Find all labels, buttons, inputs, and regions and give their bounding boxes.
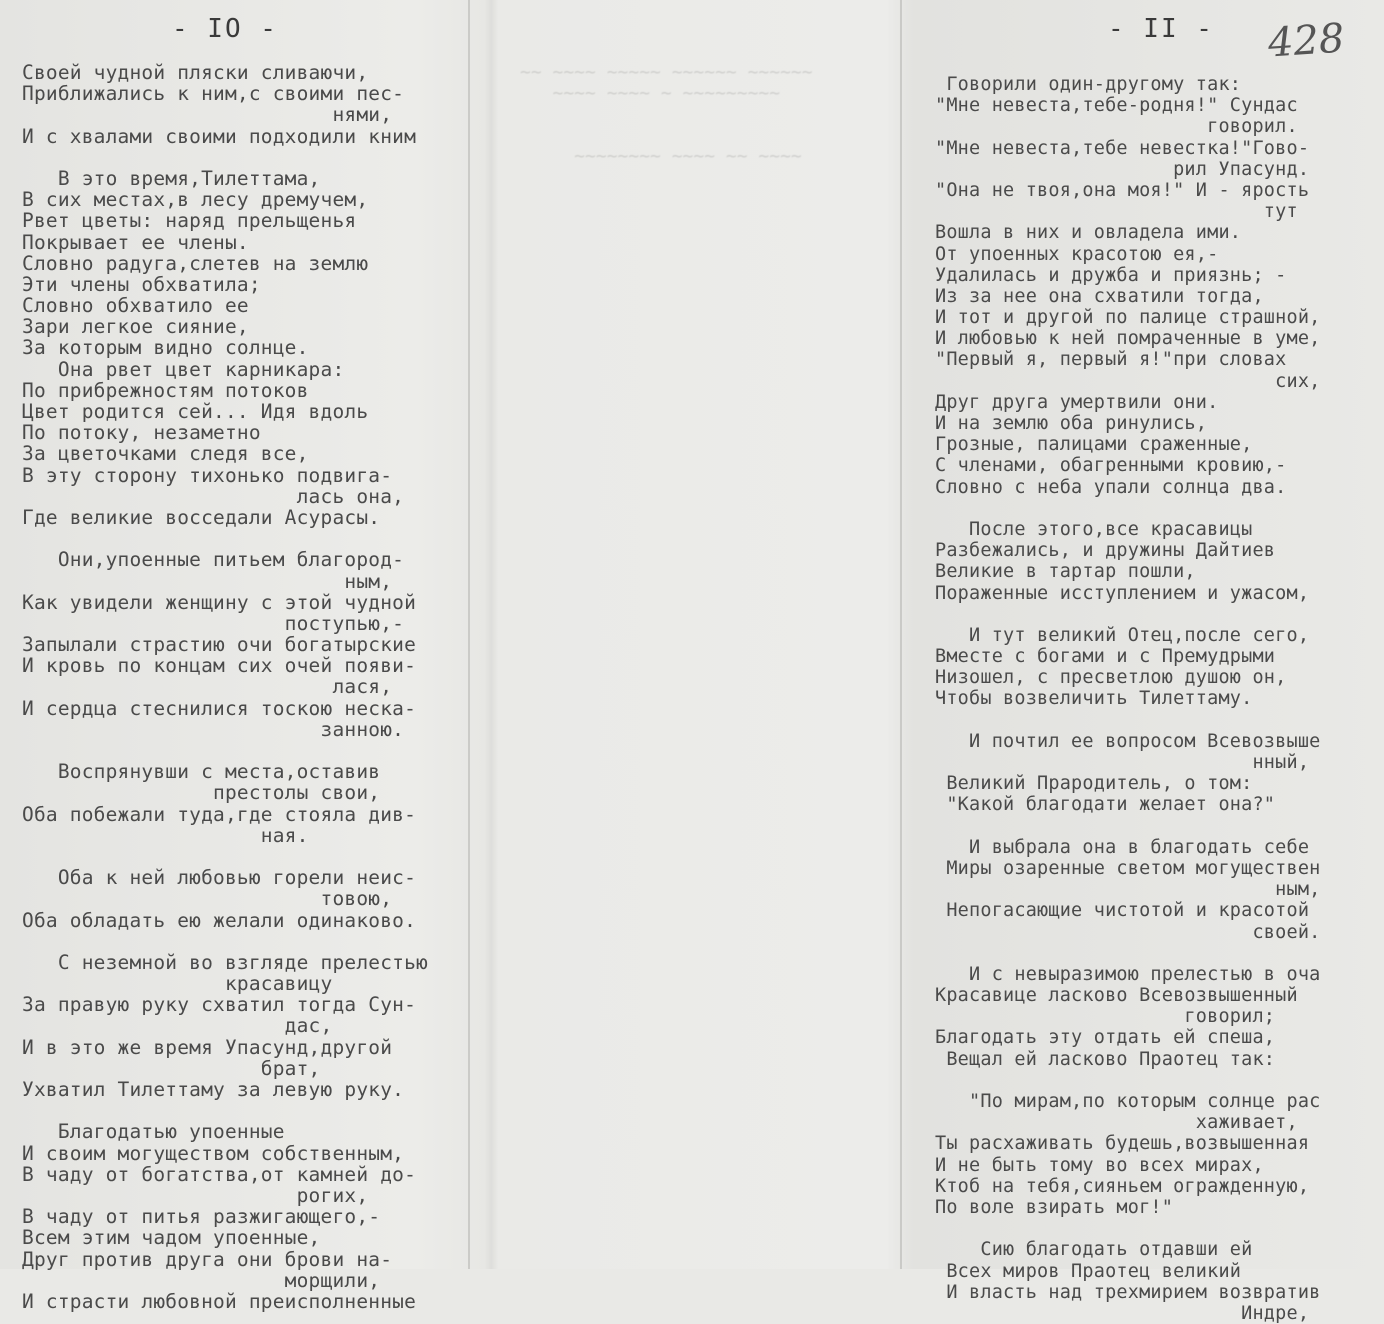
text-line: ным,	[935, 879, 1321, 901]
text-line: В чаду от питья разжигающего,-	[22, 1205, 381, 1229]
text-line: Всех миров Праотец великий	[935, 1260, 1242, 1282]
text-line: После этого,все красавицы	[935, 518, 1253, 540]
text-line: Словно обхватило ее	[22, 294, 249, 318]
text-line: "Она не твоя,она моя!" И - ярость	[935, 179, 1310, 201]
text-line: брат,	[22, 1056, 321, 1080]
text-line: рил Упасунд.	[935, 158, 1310, 180]
text-line: Благодать эту отдать ей спеша,	[935, 1027, 1276, 1049]
text-line: Вещал ей ласково Праотец так:	[935, 1048, 1276, 1070]
text-line: рогих,	[22, 1183, 369, 1207]
text-line: хаживает,	[935, 1112, 1298, 1134]
text-line	[935, 943, 1321, 964]
text-line: Вместе с богами и с Премудрыми	[935, 646, 1276, 668]
text-line: Ухватил Тилеттаму за левую руку.	[22, 1078, 405, 1101]
text-line: От упоенных красотою ея,-	[935, 243, 1219, 265]
text-line: Рвет цветы: наряд прельщенья	[22, 209, 357, 233]
text-line: И тут великий Отец,после сего,	[935, 624, 1310, 646]
text-line	[935, 604, 1321, 625]
text-line: И тот и другой по палице страшной,	[935, 307, 1321, 329]
right-page-number: - II -	[1108, 14, 1214, 44]
text-line: И в это же время Упасунд,другой	[22, 1035, 393, 1059]
text-line: Ты расхаживать будешь,возвышенная	[935, 1133, 1310, 1155]
text-line: морщили,	[22, 1268, 381, 1292]
text-line	[935, 816, 1321, 837]
text-line: Оба обладать ею желали одинаково.	[22, 908, 417, 932]
text-line: лася,	[22, 675, 393, 699]
text-line: Всем этим чадом упоенные,	[22, 1226, 321, 1250]
text-line: Непогасающие чистотой и красотой	[935, 900, 1310, 922]
text-line: Зари легкое сияние,	[22, 315, 249, 339]
text-line	[22, 147, 428, 168]
text-line: И на землю оба ринулись,	[935, 413, 1208, 434]
text-line	[935, 710, 1321, 731]
text-line: Сию благодать отдавши ей	[935, 1239, 1253, 1261]
text-line: "Первый я, первый я!"при словах	[935, 349, 1287, 371]
text-line: Красавице ласково Всевозвышенный	[935, 985, 1298, 1007]
text-line: Друг против друга они брови на-	[22, 1247, 393, 1271]
text-line: Словно с неба упали солнца два.	[935, 476, 1287, 498]
text-line: И своим могуществом собственным,	[22, 1141, 405, 1165]
text-line: По воле взирать мог!"	[935, 1196, 1174, 1218]
text-line: В это время,Тилеттама,	[22, 166, 321, 190]
text-line: красавицу	[22, 972, 333, 996]
text-line: Оба к ней любовью горели неис-	[22, 866, 417, 890]
text-line: Благодатью упоенные	[22, 1120, 285, 1144]
text-line: И сердца стеснилися тоскою неска-	[22, 696, 417, 720]
text-line: Миры озаренные светом могуществен	[935, 857, 1321, 879]
text-line: занною.	[22, 717, 405, 741]
text-line: Словно радуга,слетев на землю	[22, 251, 369, 275]
text-line: Низошел, с пресветлою душою он,	[935, 667, 1287, 689]
text-line: И власть над трехмирием возвратив	[935, 1281, 1321, 1303]
text-line: Воспрянувши с места,оставив	[22, 760, 381, 784]
text-line: В чаду от богатства,от камней до-	[22, 1162, 417, 1186]
text-line: Как увидели женщину с этой чудной	[22, 590, 417, 614]
text-line: "Мне невеста,тебе-родня!" Сундас	[935, 95, 1298, 117]
text-line	[22, 740, 428, 761]
text-line: тут	[935, 201, 1298, 223]
text-line	[935, 1218, 1321, 1239]
text-line: Пораженные исступлением и ужасом,	[935, 582, 1310, 604]
text-line: Ктоб на тебя,сияньем огражденную,	[935, 1175, 1310, 1197]
text-line: "Какой благодати желает она?"	[935, 794, 1276, 816]
archive-folio-mark: 428	[1266, 15, 1346, 67]
right-page-text	[935, 74, 1321, 1324]
text-line: Удалилась и дружба и приязнь; -	[935, 264, 1287, 286]
text-line: И страсти любовной преисполненные	[22, 1289, 417, 1313]
text-line: Оба побежали туда,где стояла див-	[22, 802, 417, 826]
text-line: поступью,-	[22, 611, 405, 635]
text-line: В эту сторону тихонько подвига-	[22, 463, 393, 487]
text-line: И выбрала она в благодать себе	[935, 836, 1310, 858]
text-line: Из за нее она схватили тогда,	[935, 285, 1264, 307]
text-line: Они,упоенные питьем благород-	[22, 548, 405, 572]
text-line: дас,	[22, 1014, 333, 1038]
text-line: Приближались к ним,с своими пес-	[22, 82, 405, 106]
text-line: Она рвет цвет карникара:	[22, 357, 345, 381]
text-line: Разбежались, и дружины Дайтиев	[935, 540, 1276, 562]
text-line: И почтил ее вопросом Всевозвыше	[935, 730, 1321, 752]
text-line: И кровь по концам сих очей появи-	[22, 654, 417, 678]
text-line: Цвет родится сей... Идя вдоль	[22, 400, 369, 423]
text-line: В сих местах,в лесу дремучем,	[22, 188, 369, 212]
text-line: Великий Прародитель, о том:	[935, 773, 1253, 795]
text-line	[22, 846, 428, 867]
text-line: За которым видно солнце.	[22, 336, 309, 360]
text-line: нями,	[22, 103, 393, 127]
text-line: ная.	[22, 823, 309, 847]
page-fold-right	[900, 0, 902, 1269]
text-line: сих,	[935, 370, 1321, 392]
text-line: За цветочками следя все,	[22, 442, 309, 466]
text-line: И с хвалами своими подходили кним	[22, 124, 417, 148]
text-line: Эти члены обхватила;	[22, 272, 261, 296]
text-line: товою,	[22, 887, 393, 911]
text-line: По прибрежностям потоков	[22, 378, 309, 402]
text-line: "По мирам,по которым солнце рас	[935, 1091, 1321, 1112]
text-line: престолы свои,	[22, 781, 381, 805]
text-line	[935, 1070, 1321, 1091]
text-line: И не быть тому во всех мирах,	[935, 1154, 1264, 1176]
text-line: Грозные, палицами сраженные,	[935, 434, 1253, 456]
text-line: По потоку, незаметно	[22, 421, 261, 445]
text-line: лась она,	[22, 484, 405, 508]
text-line: "Мне невеста,тебе невестка!"Гово-	[935, 137, 1310, 159]
text-line	[22, 1100, 428, 1121]
text-line: Запылали страстию очи богатырские	[22, 633, 417, 657]
text-line: За правую руку схватил тогда Сун-	[22, 993, 417, 1017]
text-line: Покрывает ее члены.	[22, 230, 249, 254]
text-line: С членами, обагренными кровию,-	[935, 455, 1287, 477]
text-line: И с невыразимою прелестью в оча	[935, 963, 1321, 985]
text-line: Индре,	[935, 1302, 1310, 1324]
text-line: своей.	[935, 921, 1321, 943]
text-line: Где великие восседали Асурасы.	[22, 505, 381, 529]
text-line: Говорили один-другому так:	[935, 74, 1242, 95]
text-line: говорил.	[935, 116, 1298, 138]
bleed-through-text: ~~ ~~~~ ~~~~~ ~~~~~~ ~~~~~~ ~~~~ ~~~~ ~ ~~~~~~~~~ ~~~~~~~~ ~~~~ ~~ ~~~~	[520, 62, 813, 167]
text-line: Вошла в них и овладела ими.	[935, 222, 1242, 244]
text-line	[22, 528, 428, 549]
text-line: нный,	[935, 752, 1310, 773]
text-line: Своей чудной пляски сливаючи,	[22, 61, 369, 84]
text-line: С неземной во взгляде прелестью	[22, 950, 428, 974]
left-page-text	[22, 62, 428, 1312]
text-line: Великие в тартар пошли,	[935, 561, 1196, 583]
left-page-number: - IO -	[172, 14, 278, 44]
text-line	[935, 498, 1321, 519]
text-line: говорил;	[935, 1006, 1276, 1028]
text-line: ным,	[22, 569, 393, 593]
text-line	[22, 931, 428, 952]
text-line: И любовью к ней помраченные в уме,	[935, 328, 1321, 350]
text-line: Друг друга умертвили они.	[935, 391, 1219, 413]
text-line: Чтобы возвеличить Тилеттаму.	[935, 688, 1253, 710]
page-fold-left	[468, 0, 470, 1269]
